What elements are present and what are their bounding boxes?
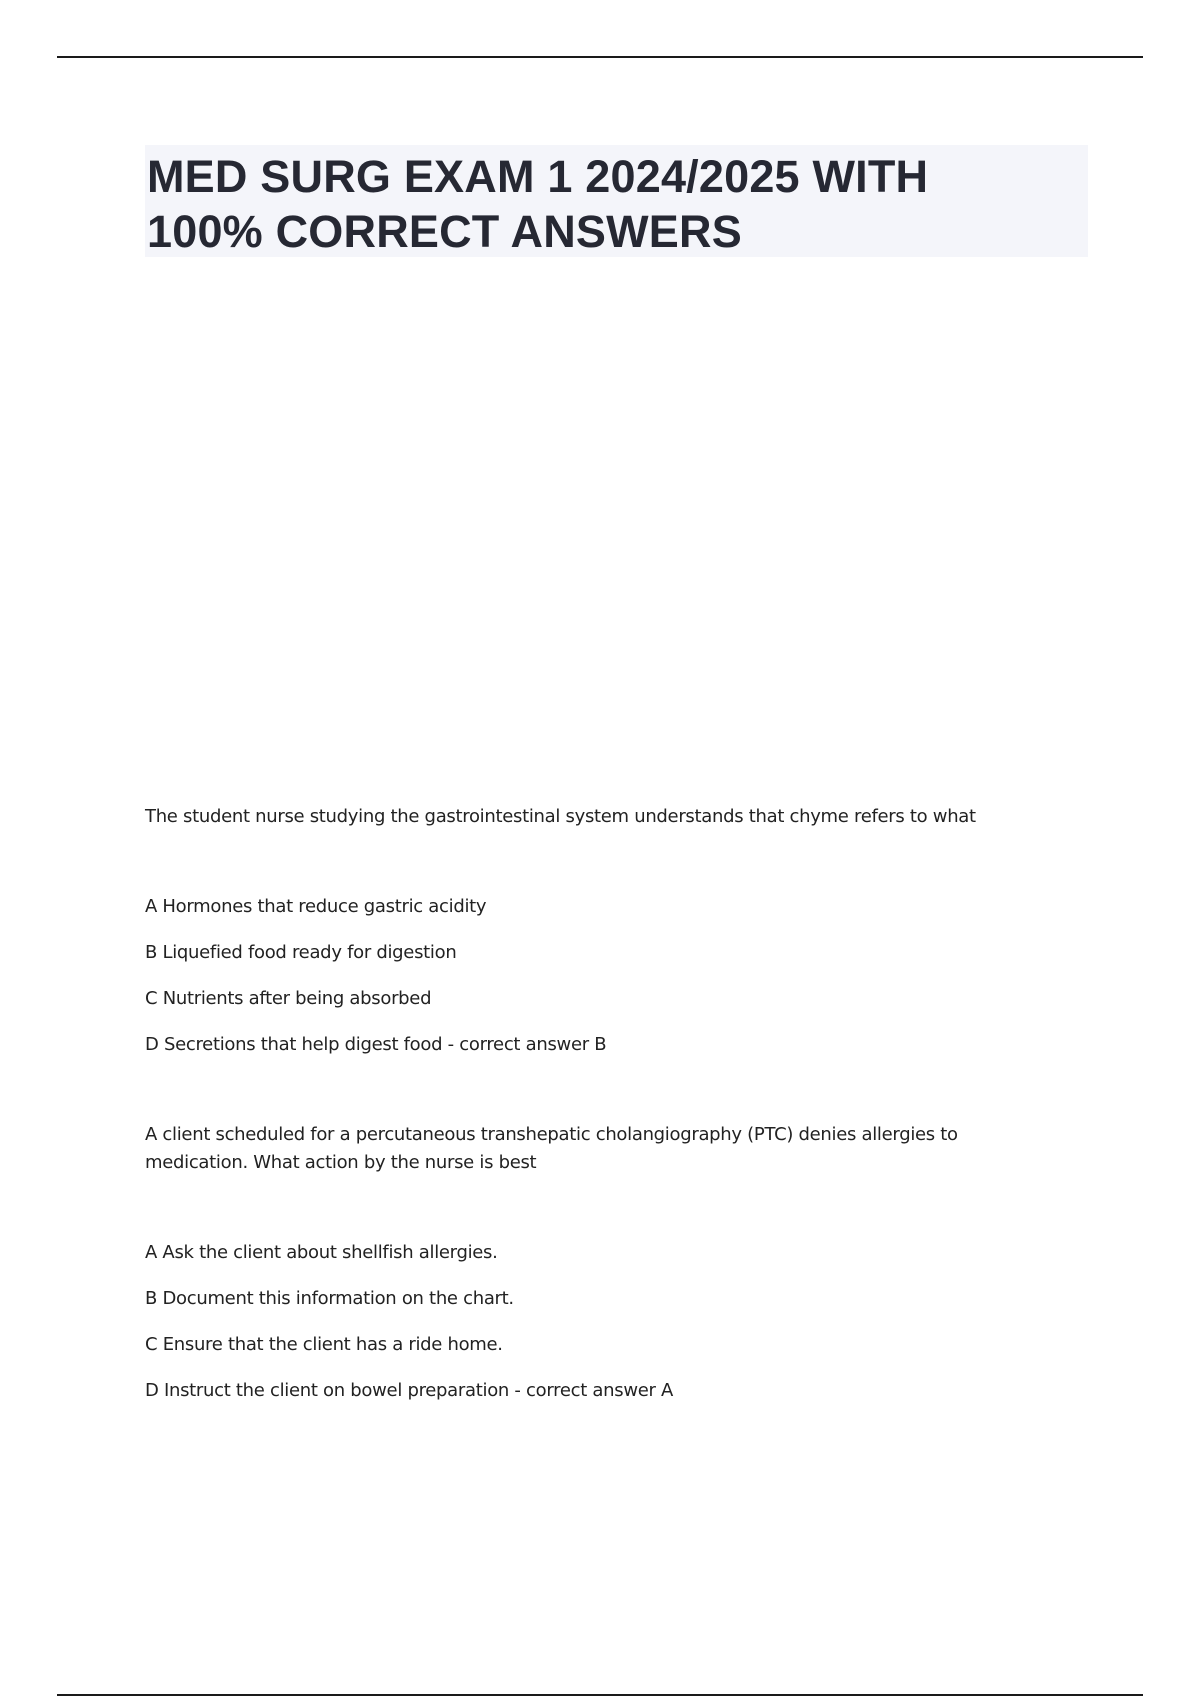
top-divider: [57, 56, 1143, 58]
option-c: C Ensure that the client has a ride home.: [145, 1334, 503, 1355]
title-block: [145, 145, 1088, 257]
option-a: A Hormones that reduce gastric acidity: [145, 896, 487, 917]
title-line-2: 100% CORRECT ANSWERS: [147, 206, 742, 257]
document-title: [145, 145, 1088, 259]
answer-options: [145, 1241, 1045, 1403]
title-line-1: MED SURG EXAM 1 2024/2025 WITH: [147, 151, 929, 202]
question-text-line-1: A client scheduled for a percutaneous transhepatic cholangiography (PTC) denies allergies to: [145, 1124, 958, 1145]
question-text-line-2: medication. What action by the nurse is best: [145, 1152, 537, 1173]
option-b: B Liquefied food ready for digestion: [145, 942, 457, 963]
option-d: D Secretions that help digest food - correct answer B: [145, 1034, 607, 1055]
question-1: [145, 803, 1045, 1057]
option-d: D Instruct the client on bowel preparation - correct answer A: [145, 1380, 674, 1401]
answer-options: [145, 895, 1045, 1057]
question-text: The student nurse studying the gastrointestinal system understands that chyme refers to what: [145, 806, 976, 827]
bottom-divider: [57, 1694, 1143, 1696]
option-b: B Document this information on the chart.: [145, 1288, 514, 1309]
option-c: C Nutrients after being absorbed: [145, 988, 432, 1009]
question-text: [145, 1121, 1045, 1177]
question-2: [145, 1121, 1045, 1403]
option-a: A Ask the client about shellfish allergies.: [145, 1242, 498, 1263]
